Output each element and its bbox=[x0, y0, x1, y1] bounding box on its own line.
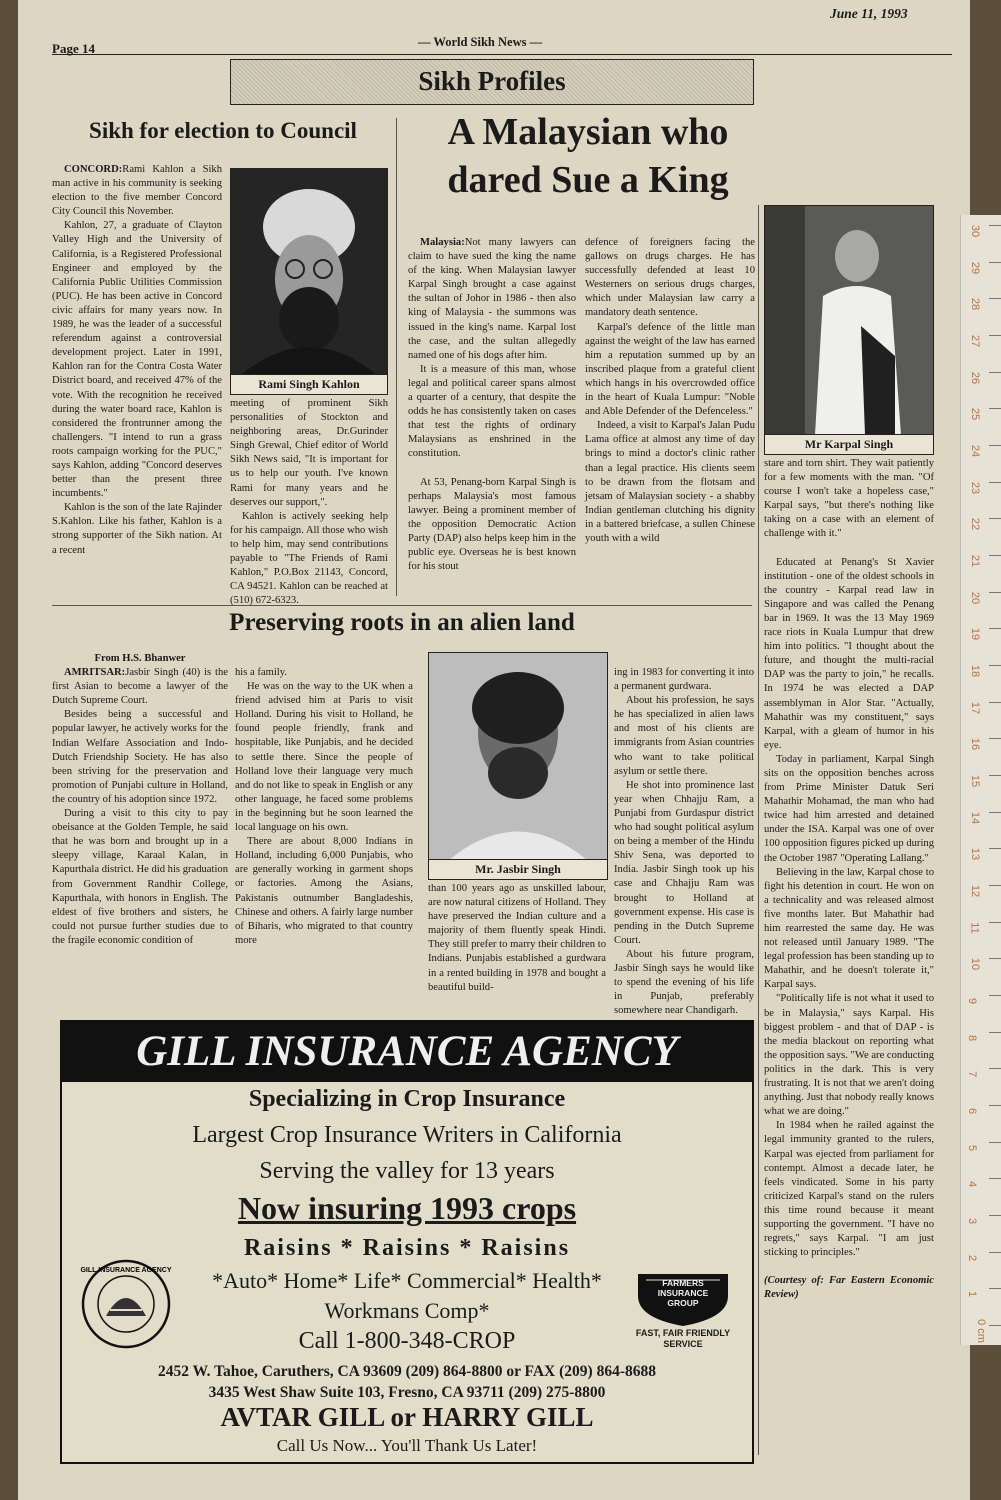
ruler-number: 20 bbox=[969, 591, 982, 604]
masthead-rule bbox=[52, 54, 952, 55]
article3-col3-p1: than 100 years ago as unskilled labour, are now natural citizens of Holland. They have preserved the Indian culture and a majority of them fluently speak Hindi. They still prefer to marry their children to Indians. Punjabis established a gurdwara in a rented building in 1978 and bought a beautiful build- bbox=[428, 883, 606, 993]
ruler-number: 6 bbox=[966, 1107, 979, 1115]
ruler-tick bbox=[989, 848, 1001, 849]
ruler-tick bbox=[989, 592, 1001, 593]
ruler-tick bbox=[989, 922, 1001, 923]
ruler-number: 8 bbox=[966, 1034, 979, 1041]
article2-col3-p4: Believing in the law, Karpal chose to fight his detention in court. He won on a technicality and was released almost five months later. But Mahathir had him rearrested the same day. He was not released until January 1989. "The legal profession has been standing up to Mahathir, and he doesn't tolerate it," Karpal says. bbox=[764, 866, 934, 991]
article2-col1-p1: Not many lawyers can claim to have sued the king the name of the king. When Malaysian lawyer Karpal Singh brought a case against the sultan of Johor in 1986 - then also king of Malaysia - the summons was issued in the king's name. Karpal lost the case, and the sultan allegedly named one of his dogs after him. bbox=[408, 237, 576, 361]
ruler-number: 21 bbox=[969, 554, 982, 568]
ruler-tick bbox=[989, 482, 1001, 483]
page-number: Page 14 bbox=[52, 41, 95, 56]
ruler-tick bbox=[989, 372, 1001, 373]
ad-workmans-comp: Workmans Comp* bbox=[324, 1298, 490, 1323]
article2-col2-p3: Indeed, a visit to Karpal's Jalan Pudu Lama office at almost any time of day brings to mind a doctor's clinic rather than a legal practice. His clients seem to be drawn from the flotsam and jetsam of Malaysian society - a shabby Indian gentleman clutching his dignity in a battered briefcase, a sullen Chinese youth with a wild bbox=[585, 420, 755, 544]
article3-col1-p2: Besides being a successful and popular lawyer, he actively works for the Indian Welfare Association and Indo-Dutch Friendship Society. He has also been striving for the preservation and promotion of Punjabi culture in Holland, the country of his adoption since 1972. bbox=[52, 709, 228, 805]
ruler-tick bbox=[989, 445, 1001, 446]
ruler-number: 1 bbox=[966, 1291, 979, 1298]
article2-col3-p2: Educated at Penang's St Xavier institution - one of the oldest schools in the country - Karpal read law in Singapore and was called the Penang bar in 1969. It was the 13 May 1969 race riots in Kuala Lumpur that drew him into politics. "I thought about the future, and thought the multi-racial DAP was the party to join," he recalls. In 1974 he was elected a DAP assemblyman in Alor Star. "Actually, Mahathir was my constituent," says Karpal, with a gleam of humor in his eye. bbox=[764, 556, 934, 751]
measuring-ruler bbox=[960, 215, 1001, 1345]
portrait-image bbox=[231, 169, 387, 375]
section-title: Sikh Profiles bbox=[418, 66, 566, 96]
portrait-image bbox=[765, 206, 933, 435]
jasbir-singh-caption: Mr. Jasbir Singh bbox=[429, 859, 607, 879]
ruler-tick bbox=[989, 1288, 1001, 1289]
rami-kahlon-caption: Rami Singh Kahlon bbox=[231, 374, 387, 394]
ad-serving-valley: Serving the valley for 13 years bbox=[259, 1158, 555, 1184]
ruler-tick bbox=[989, 518, 1001, 519]
article3-column-1 bbox=[52, 652, 228, 1012]
article2-col1-p2: It is a measure of this man, whose legal and political career spans almost a quarter of a century, that despite the odds he has consistently taken on cases that test the rights of ordinary Malaysians as enshrined in the constitution. bbox=[408, 363, 576, 460]
ruler-tick bbox=[989, 335, 1001, 336]
article2-col3-p5: "Politically life is not what it used to be in Malaysia," says Karpal. His biggest problem - and that of DAP - is the media blackout on reporting what the opposition says. "We are conducting politics in the dark. This is very frustrating. It is not that we aren't doing anything. Just that nobody really knows what we are doing." bbox=[764, 993, 934, 1118]
ruler-number: 10 bbox=[969, 958, 982, 971]
article1-col1-p1: Rami Kahlon a Sikh man active in his community is seeking election to the five member Concord City Council this November. bbox=[52, 164, 222, 218]
article2-column-3 bbox=[764, 457, 934, 1447]
farmers-insurance-logo bbox=[628, 1266, 738, 1356]
ad-specializing: Specializing in Crop Insurance bbox=[248, 1086, 566, 1112]
ruler-tick bbox=[989, 1215, 1001, 1216]
ruler-number: 18 bbox=[969, 664, 982, 678]
article1-col1-p2: Kahlon, 27, a graduate of Clayton Valley High and the University of California, is a Registered Professional Engineer and employed by the California Public Utilities Commission (PUC). He has been active in Concord civic affairs for many years now. In 1989, he was the leader of a successful referendum against a controversial development project. Later in 1991, Kahlon ran for the Contra Costa Water District board, and received 47% of the vote. With the recognition he received during the water board race, Kahlon is considered the frontrunner among the challengers. "I intend to run a grass roots campaign working for the PUC," says Kahlon, adding "Concord deserves better than the present three incumbents." bbox=[52, 220, 222, 500]
article2-headline-line2: dared Sue a King bbox=[447, 159, 729, 201]
ruler-tick bbox=[989, 1105, 1001, 1106]
ruler-number: 9 bbox=[966, 997, 979, 1005]
article2-col2-p2: Karpal's defence of the little man against the weight of the law has earned him a reputation summed up by an inscribed plaque from a grateful client which hangs in his overcrowded office in the heart of Kuala Lumpur: "Noble and Able Defender of the Defenceless." bbox=[585, 321, 755, 418]
farmers-tagline: FAST, FAIR FRIENDLY SERVICE bbox=[635, 1328, 731, 1349]
article3-column-3 bbox=[428, 882, 606, 1012]
ruler-tick bbox=[989, 298, 1001, 299]
article2-dateline: Malaysia: bbox=[420, 237, 465, 248]
ruler-number: 0 cm bbox=[974, 1319, 987, 1343]
ruler-tick bbox=[989, 702, 1001, 703]
paper-name: — World Sikh News — bbox=[418, 35, 543, 49]
ruler-tick bbox=[989, 555, 1001, 556]
ruler-tick bbox=[989, 958, 1001, 959]
ad-fresno-address: 3435 West Shaw Suite 103, Fresno, CA 93711 (209) 275-8800 bbox=[208, 1384, 606, 1401]
ruler-number: 25 bbox=[969, 408, 982, 421]
article3-byline: From H.S. Bhanwer bbox=[94, 653, 186, 664]
issue-date: June 11, 1993 bbox=[830, 6, 908, 21]
ad-raisins: Raisins * Raisins * Raisins bbox=[243, 1235, 571, 1261]
ruler-tick bbox=[989, 1032, 1001, 1033]
ruler-number: 28 bbox=[969, 298, 982, 311]
article-rule bbox=[52, 605, 752, 606]
ruler-number: 2 bbox=[966, 1254, 979, 1261]
ruler-tick bbox=[989, 1178, 1001, 1179]
ruler-number: 7 bbox=[966, 1071, 979, 1078]
article2-headline-line1: A Malaysian who bbox=[447, 111, 729, 153]
article1-dateline: CONCORD: bbox=[64, 164, 123, 175]
ruler-tick bbox=[989, 1142, 1001, 1143]
karpal-singh-caption: Mr Karpal Singh bbox=[765, 434, 933, 454]
ruler-number: 17 bbox=[969, 701, 982, 714]
article3-headline: Preserving roots in an alien land bbox=[229, 609, 575, 636]
ruler-tick bbox=[989, 1252, 1001, 1253]
article3-col2-p1: his a family. bbox=[235, 667, 287, 678]
ad-phone: Call 1-800-348-CROP bbox=[298, 1328, 516, 1354]
article3-col4-p4: About his future program, Jasbir Singh says he would like to spend the evening of his life in Punjab, preferably somewhere near Chandigarh. bbox=[614, 948, 754, 1017]
ad-now-insuring: Now insuring 1993 crops bbox=[237, 1190, 577, 1226]
ruler-tick bbox=[989, 775, 1001, 776]
ruler-tick bbox=[989, 408, 1001, 409]
article3-col2-p3: There are about 8,000 Indians in Holland, including 6,000 Punjabis, who are generally working in garment shops or factories. Among the Asians, Pakistanis outnumber Bangladeshis, Chinese and others. A fairly large number of Biharis, who migrated to that country more bbox=[235, 836, 413, 946]
ad-title: GILL INSURANCE AGENCY bbox=[62, 1022, 752, 1082]
farmers-logo-text: FARMERS INSURANCE GROUP bbox=[657, 1278, 709, 1308]
article3-col4-p3: He shot into prominence last year when Chhajju Ram, a Punjabi from Gurdaspur district who had sought political asylum on being a member of the Hindu Shiv Sena, was deported to India. Jasbir Singh took up his case and Chhajju Ram was brought to Holland at government expense. His case is pending in the Dutch Supreme Court. bbox=[614, 779, 754, 946]
article3-col2-p2: He was on the way to the UK when a friend advised him at Paris to visit Holland. During his visit to Holland, he found people friendly, frank and hospitable, like Punjabis, and he decided to settle there. Since the people of Holland love their language very much and do not like to speak in English or any other language, he faced some problems in the beginning but he soon learned the local language on his own. bbox=[235, 681, 413, 834]
ad-insurance-types: *Auto* Home* Life* Commercial* Health* bbox=[212, 1268, 602, 1293]
article2-headline bbox=[408, 108, 768, 204]
jasbir-singh-photo bbox=[428, 652, 608, 880]
rami-kahlon-photo bbox=[230, 168, 388, 395]
seal-text: GILL INSURANCE AGENCY bbox=[80, 1267, 172, 1274]
article1-headline: Sikh for election to Council bbox=[89, 118, 357, 143]
ruler-number: 23 bbox=[969, 481, 982, 494]
ruler-number: 14 bbox=[969, 811, 982, 824]
karpal-singh-photo bbox=[764, 205, 934, 455]
gill-agency-seal-icon bbox=[80, 1258, 172, 1350]
ruler-number: 30 bbox=[969, 224, 982, 238]
article1-col2-p1: meeting of prominent Sikh personalities of Stockton and neighboring areas, Dr.Gurinder Singh Grewal, Chief editor of World Sikh News said, "It is important for us to help our youth. I've known Rami for many years and he deserves our support,". bbox=[230, 398, 388, 508]
ruler-number: 11 bbox=[968, 921, 981, 934]
article1-column-1 bbox=[52, 163, 222, 593]
article2-col3-p3: Today in parliament, Karpal Singh sits on the opposition benches across from Prime Minister Datuk Seri Mahathir Mohamad, the man who had twice had him arrested and detained under the ISA. Karpal was one of over 100 opposition figures picked up during the October 1987 "Operating Lallang." bbox=[764, 753, 934, 864]
column-rule bbox=[758, 205, 759, 1455]
ruler-number: 24 bbox=[969, 444, 982, 458]
ruler-tick bbox=[989, 1325, 1001, 1326]
ad-closing: Call Us Now... You'll Thank Us Later! bbox=[276, 1436, 538, 1455]
portrait-image bbox=[429, 653, 607, 860]
ruler-tick bbox=[989, 995, 1001, 996]
ruler-tick bbox=[989, 628, 1001, 629]
ruler-tick bbox=[989, 262, 1001, 263]
ruler-tick bbox=[989, 885, 1001, 886]
article1-column-2 bbox=[230, 397, 389, 607]
article1-col2-p2: Kahlon is actively seeking help for his campaign. All those who wish to help him, may send contributions payable to "The Friends of Rami Kahlon," P.O.Box 21143, Concord, CA 94521. Kahlon can be reached at (510) 672-6323. bbox=[230, 510, 389, 607]
ruler-number: 13 bbox=[969, 848, 982, 861]
ad-contacts: AVTAR GILL or HARRY GILL bbox=[220, 1402, 594, 1432]
article3-col1-p1: Jasbir Singh (40) is the first Asian to become a lawyer of the Dutch Supreme Court. bbox=[52, 667, 228, 707]
ruler-number: 12 bbox=[969, 884, 982, 898]
article2-col3-p1: stare and torn shirt. They wait patiently for a few moments with the man. "Of course I won't take a hopeless case," Karpal says, "but there's nothing like taking on a case with an element of challenge with it." bbox=[764, 458, 934, 540]
ruler-tick bbox=[989, 738, 1001, 739]
article3-col4-p1: ing in 1983 for converting it into a permanent gurdwara. bbox=[614, 667, 754, 693]
ruler-number: 22 bbox=[969, 518, 982, 531]
ruler-number: 29 bbox=[969, 261, 982, 274]
article2-column-1 bbox=[408, 236, 576, 596]
article3-dateline: AMRITSAR: bbox=[64, 667, 126, 679]
newspaper-page bbox=[18, 0, 970, 1500]
article1-col1-p3: Kahlon is the son of the late Rajinder S.Kahlon. Like his father, Kahlon is a strong supporter of the Sikh nation. At a recent bbox=[52, 502, 222, 556]
article3-col1-p3: During a visit to this city to pay obeisance at the Golden Temple, he said that he was born and brought up in a sleepy village, Karaal Kalan, in Kapurthala district. He did his graduation from Government Randhir College, Kapurthala, with honors in English. The eldest of five brothers and sisters, he could not pursue further studies due to the fragile economic condition of bbox=[52, 808, 228, 946]
ruler-number: 15 bbox=[969, 774, 982, 788]
article2-courtesy: (Courtesy of: Far Eastern Economic Review) bbox=[764, 1275, 934, 1301]
gill-insurance-ad bbox=[60, 1020, 754, 1464]
article3-column-4 bbox=[614, 666, 754, 1017]
article2-col3-p6: In 1984 when he railed against the legal immunity granted to the rulers, Karpal was ejected from parliament for contempt. Almost a decade later, he feels vindicated. Some in his party criticized Karpal's stand on the rulers this time round because it meant supporting the government. "I have no regrets," says Karpal. "I am just sticking to principles." bbox=[764, 1120, 934, 1259]
ruler-number: 19 bbox=[969, 628, 982, 641]
column-rule bbox=[396, 118, 397, 596]
ruler-tick bbox=[989, 665, 1001, 666]
article2-col1-p3: At 53, Penang-born Karpal Singh is perhaps Malaysia's most famous lawyer. Being a prominent member of the opposition Democratic Action Party (DAP) also helps keep him in the public eye. Overseas he is best known for his stout bbox=[408, 476, 576, 573]
ad-caruthers-address: 2452 W. Tahoe, Caruthers, CA 93609 (209) 864-8800 or FAX (209) 864-8688 bbox=[157, 1363, 656, 1380]
ruler-number: 27 bbox=[969, 334, 982, 348]
ad-largest-writers: Largest Crop Insurance Writers in California bbox=[192, 1122, 622, 1148]
ruler-number: 5 bbox=[966, 1144, 979, 1151]
ruler-tick bbox=[989, 1068, 1001, 1069]
ruler-tick bbox=[989, 225, 1001, 226]
ruler-number: 4 bbox=[966, 1181, 979, 1188]
ruler-number: 26 bbox=[969, 371, 982, 384]
article3-col4-p2: About his profession, he says he has specialized in alien laws and most of his clients are immigrants from Asian countries who want to take political asylum or settle there. bbox=[614, 695, 754, 777]
article2-col2-p1: defence of foreigners facing the gallows on drugs charges. He has successfully defended at least 10 Westerners on serious drugs charges, which under Malaysian law carry a mandatory death sentence. bbox=[585, 237, 755, 319]
ruler-number: 3 bbox=[966, 1217, 979, 1225]
ruler-number: 16 bbox=[969, 738, 982, 751]
ruler-tick bbox=[989, 812, 1001, 813]
article2-column-2 bbox=[585, 236, 755, 596]
article3-column-2 bbox=[235, 666, 413, 1012]
section-title-box bbox=[230, 59, 754, 105]
